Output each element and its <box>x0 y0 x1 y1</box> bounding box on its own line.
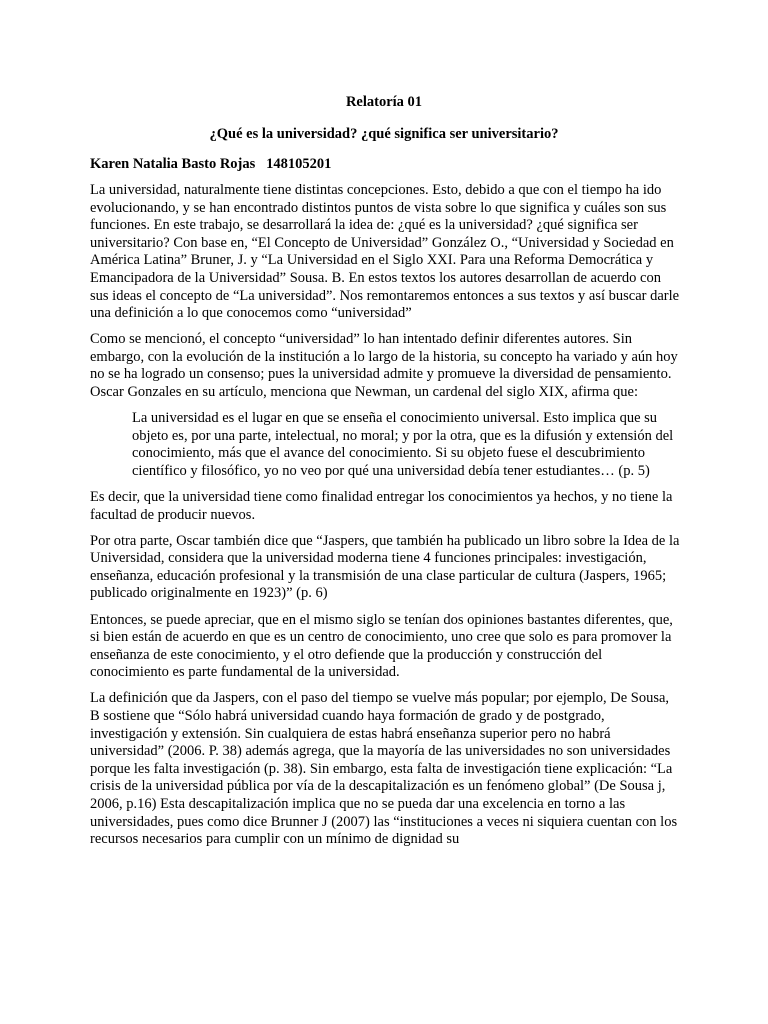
paragraph-concept: Como se mencionó, el concepto “universidad” lo han intentado definir diferentes autores. Sin embargo, con la evolución de la institución a lo largo de la historia, su concepto ha variado y aún hoy no se ha logrado un consenso; pues la universidad admite y promueve la diversidad de pensamiento. Oscar Gonzales en su artículo, menciona que Newman, un cardenal del siglo XIX, afirma que: <box>90 331 678 401</box>
paragraph-de-sousa: La definición que da Jaspers, con el paso del tiempo se vuelve más popular; por ejemplo, De Sousa, B sostiene que “Sólo habrá universidad cuando haya formación de grado y de postgrado, investigación y extensión. Sin cualquiera de estas habrá enseñanza superior pero no habrá universidad” (2006. P. 38) además agrega, que la mayoría de las universidades no son universidades porque les falta investigación (p. 38). Sin embargo, esta falta de investigación tiene explicación: “La crisis de la universidad pública por vía de la descapitalización es un fenómeno global” (De Sousa j, 2006, p.16) Esta descapitalización implica que no se pueda dar una excelencia en torno a las universidades, pues como dice Brunner J (2007) las “instituciones a veces ni siquiera cuentan con los recursos necesarios para cumplir con un mínimo de dignidad su <box>90 690 678 848</box>
block-quote-newman: La universidad es el lugar en que se enseña el conocimiento universal. Esto implica que su objeto es, por una parte, intelectual, no moral; y por la otra, que es la difusión y extensión del conocimiento, más que el avance del conocimiento. Si su objeto fuese el descubrimiento científico y filosófico, yo no veo por qué una universidad debía tener estudiantes… (p. 5) <box>132 410 674 479</box>
document-body <box>90 182 680 857</box>
paragraph-conclusion-newman: Es decir, que la universidad tiene como finalidad entregar los conocimientos ya hechos, y no tiene la facultad de producir nuevos. <box>90 489 673 523</box>
author-line: Karen Natalia Basto Rojas 148105201 <box>90 156 332 172</box>
document-title: Relatoría 01 <box>345 94 423 110</box>
paragraph-intro: La universidad, naturalmente tiene distintas concepciones. Esto, debido a que con el tiempo ha ido evolucionando, y se han encontrado distintos puntos de vista sobre lo que significa y cuáles son sus funciones. En este trabajo, se desarrollará la idea de: ¿qué es la universidad? ¿qué significa ser universitario? Con base en, “El Concepto de Universidad” González O., “Universidad y Sociedad en América Latina” Bruner, J. y “La Universidad en el Siglo XXI. Para una Reforma Democrática y Emancipadora de la Universidad” Sousa. B. En estos textos los autores desarrollan de acuerdo con sus ideas el concepto de “La universidad”. Nos remontaremos entonces a sus textos y así buscar darle una definición a lo que conocemos como “universidad” <box>90 182 680 322</box>
paragraph-jaspers: Por otra parte, Oscar también dice que “Jaspers, que también ha publicado un libro sobre la Idea de la Universidad, considera que la universidad moderna tiene 4 funciones principales: investigación, enseñanza, educación profesional y la transmisión de una clase particular de cultura (Jaspers, 1965; publicado originalmente en 1923)” (p. 6) <box>90 532 680 602</box>
paragraph-comparison: Entonces, se puede apreciar, que en el mismo siglo se tenían dos opiniones bastantes diferentes, que, si bien están de acuerdo en que es un centro de conocimiento, uno cree que solo es para promover la enseñanza de este conocimiento, y el otro defiende que la producción y construcción del conocimiento es parte fundamental de la universidad. <box>90 611 673 681</box>
document-subtitle: ¿Qué es la universidad? ¿qué significa ser universitario? <box>209 126 559 142</box>
